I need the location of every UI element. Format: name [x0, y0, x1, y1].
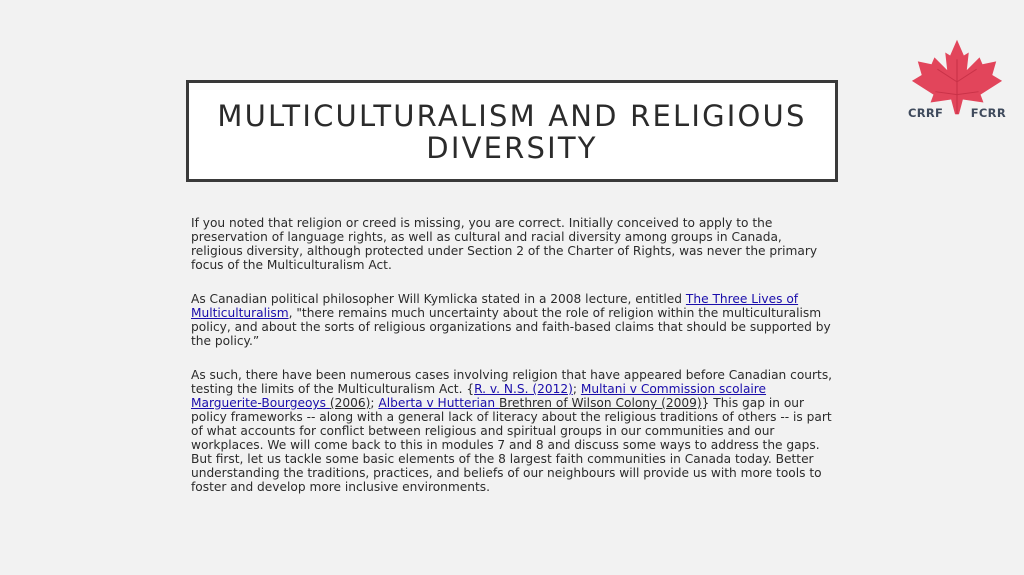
paragraph-2 [191, 292, 836, 348]
paragraph-3-rest: This gap in our policy frameworks -- along with a general lack of literacy about the religious traditions of others -- is part of what accounts for conflict between religious and spiritual groups in our communities and our workplaces. We will come back to this in modules 7 and 8 and discuss some ways to address the gaps. But first, let us tackle some basic elements of the 8 largest faith communities in Canada today. Better understanding the traditions, practices, and beliefs of our neighbours will provide us with more tools to foster and develop more inclusive environments. [191, 396, 832, 494]
title-box [186, 80, 838, 182]
case-multani-year: (2006) [329, 396, 371, 410]
paragraph-2-after: , "there remains much uncertainty about the role of religion within the multiculturalism policy, and about the sorts of religious organizations and faith-based claims that should be supported by the policy.” [191, 306, 831, 348]
separator-2: ; [370, 396, 379, 410]
three-lives-link[interactable]: The Three Lives of Multiculturalism [191, 292, 799, 320]
paragraph-1: If you noted that religion or creed is missing, you are correct. Initially conceived to apply to the preservation of language rights, as well as cultural and racial diversity among groups in Canada, religious diversity, although protected under Section 2 of the Charter of Rights, was never the primary focus of the Multiculturalism Act. [191, 216, 818, 272]
logo-right-text: FCRR [970, 106, 1006, 120]
separator-1: ; [572, 382, 581, 396]
case-rvns-link[interactable]: R. v. N.S. (2012) [474, 382, 573, 396]
body-content [191, 216, 836, 514]
case-hutterian-rest: Brethren of Wilson Colony (2009) [498, 396, 702, 410]
paragraph-2-before: As Canadian political philosopher Will Kymlicka stated in a 2008 lecture, entitled [191, 292, 686, 306]
logo-text [908, 106, 1006, 120]
case-multani-link[interactable]: Multani v Commission scolaire Marguerite-Bourgeoys [191, 382, 767, 410]
brace-close: } [701, 396, 710, 410]
paragraph-3-intro: As such, there have been numerous cases involving religion that have appeared before Canadian courts, testing the limits of the Multiculturalism Act. { [191, 368, 833, 396]
logo-left-text: CRRF [908, 106, 944, 120]
page-title: MULTICULTURALISM AND RELIGIOUS DIVERSITY [217, 99, 807, 165]
paragraph-3 [191, 368, 836, 494]
case-hutterian-link[interactable]: Alberta v Hutterian [378, 396, 499, 410]
